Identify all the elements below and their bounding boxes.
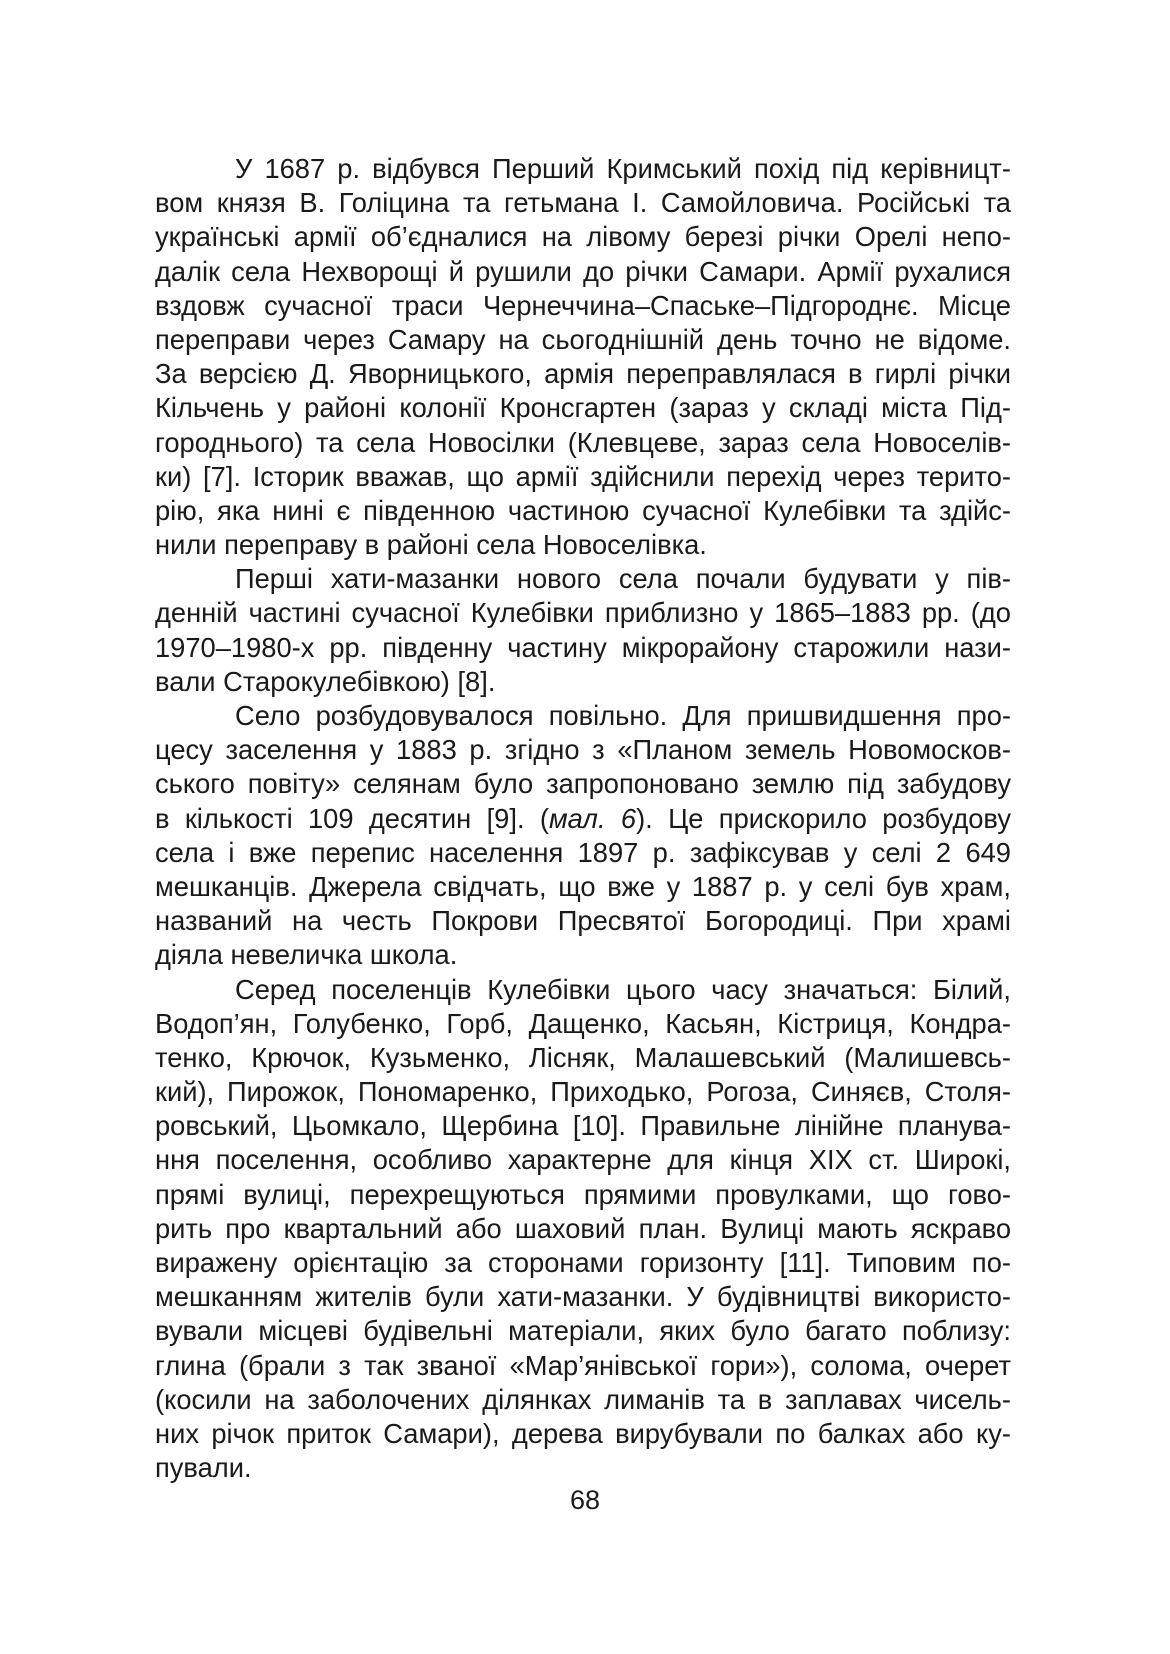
text-line: ровський, Цьомкало, Щербина [10]. Правильне лінійне планува- [155,1110,1011,1142]
text-line: цесу заселення у 1883 р. згідно з «Планом земель Новомосков- [155,734,1011,766]
body-text [155,152,1011,1485]
text-line: 1970–1980-х рр. південну частину мікрорайону старожили нази- [155,631,1011,663]
text-line [155,802,1011,836]
text-line: названий на честь Покрови Пресвятої Богородиці. При храмі [155,905,1011,937]
text-line: ння поселення, особливо характерне для кінця XIX ст. Широкі, [155,1144,1011,1176]
text-line: вом князя В. Голіцина та гетьмана І. Самойловича. Російські та [155,187,1011,219]
text-line: діяла невеличка школа. [155,939,458,971]
text-line: села і вже перепис населення 1897 р. зафіксував у селі 2 649 [155,836,1011,868]
text-line: (косили на заболочених ділянках лиманів та в заплавах чисель- [155,1383,1011,1415]
paragraph-2 [155,562,1011,699]
text-line: ського повіту» селянам було запропоновано землю під забудову [155,768,1011,800]
text-line: Серед поселенців Кулебівки цього часу значаться: Білий, [235,973,1011,1005]
paragraph-1 [155,152,1011,562]
text-line: денній частині сучасної Кулебівки приблизно у 1865–1883 рр. (до [155,597,1011,629]
text-line: мешканців. Джерела свідчать, що вже у 1887 р. у селі був храм, [155,870,1011,902]
text-line: вали Старокулебівкою) [8]. [155,665,496,697]
text-line: вздовж сучасної траси Чернеччина–Спаське–Підгороднє. Місце [155,289,1011,321]
text-line: Перші хати-мазанки нового села почали будувати у пів- [235,563,1011,595]
paragraph-4 [155,973,1011,1486]
text-line: городнього) та села Новосілки (Клевцеве, зараз села Новоселів- [155,426,1011,458]
text-line: вували місцеві будівельні матеріали, яких було багато поблизу: [155,1315,1011,1347]
text-line: виражену орієнтацію за сторонами горизонту [11]. Типовим по- [155,1247,1011,1278]
page-number: 68 [569,1485,601,1515]
text-line: За версією Д. Яворницького, армія переправлялася в гирлі річки [155,358,1011,390]
text-line: рію, яка нині є південною частиною сучасної Кулебівки та здійс- [155,494,1011,526]
text-line: нили переправу в районі села Новоселівка. [155,529,707,561]
text-line: Кільчень у районі колонії Кронсгартен (зараз у складі міста Під- [155,392,1011,424]
text-line: ки) [7]. Історик вважав, що армії здійснили перехід через терито- [155,460,1011,492]
text-line: них річок приток Самари), дерева вирубували по балках або ку- [155,1417,1011,1449]
text-line: прямі вулиці, перехрещуються прямими провулками, що гово- [155,1178,1011,1210]
text-line: кий), Пирожок, Пономаренко, Приходько, Рогоза, Синяєв, Столя- [155,1076,1011,1108]
figure-reference: мал. 6 [548,802,637,834]
text-line: українські армії об’єдналися на лівому березі річки Орелі непо- [155,221,1011,253]
text-line: тенко, Крючок, Кузьменко, Лісняк, Малашевський (Малишевсь- [155,1041,1011,1073]
text-line: мешканням жителів були хати-мазанки. У будівництві використо- [155,1281,1011,1313]
text-line-head: в кількості 109 десятин [9]. ( [155,802,549,834]
text-line-tail: ). Це прискорило розбудову [636,802,1011,834]
text-line: переправи через Самару на сьогоднішній день точно не відоме. [155,323,1011,355]
text-line: Водоп’ян, Голубенко, Горб, Дащенко, Касьян, Кістриця, Кондра- [155,1007,1011,1039]
text-line: У 1687 р. відбувся Перший Кримський похід під керівницт- [235,153,1011,184]
text-line: рить про квартальний або шаховий план. Вулиці мають яскраво [155,1212,1011,1244]
text-line: пували. [155,1452,252,1484]
text-line: Село розбудовувалося повільно. Для пришвидшення про- [235,700,1011,731]
text-line: далік села Нехворощі й рушили до річки Самари. Армії рухалися [155,255,1011,287]
paragraph-3 [155,699,1011,973]
text-line: глина (брали з так званої «Мар’янівської гори»), солома, очерет [155,1349,1011,1381]
